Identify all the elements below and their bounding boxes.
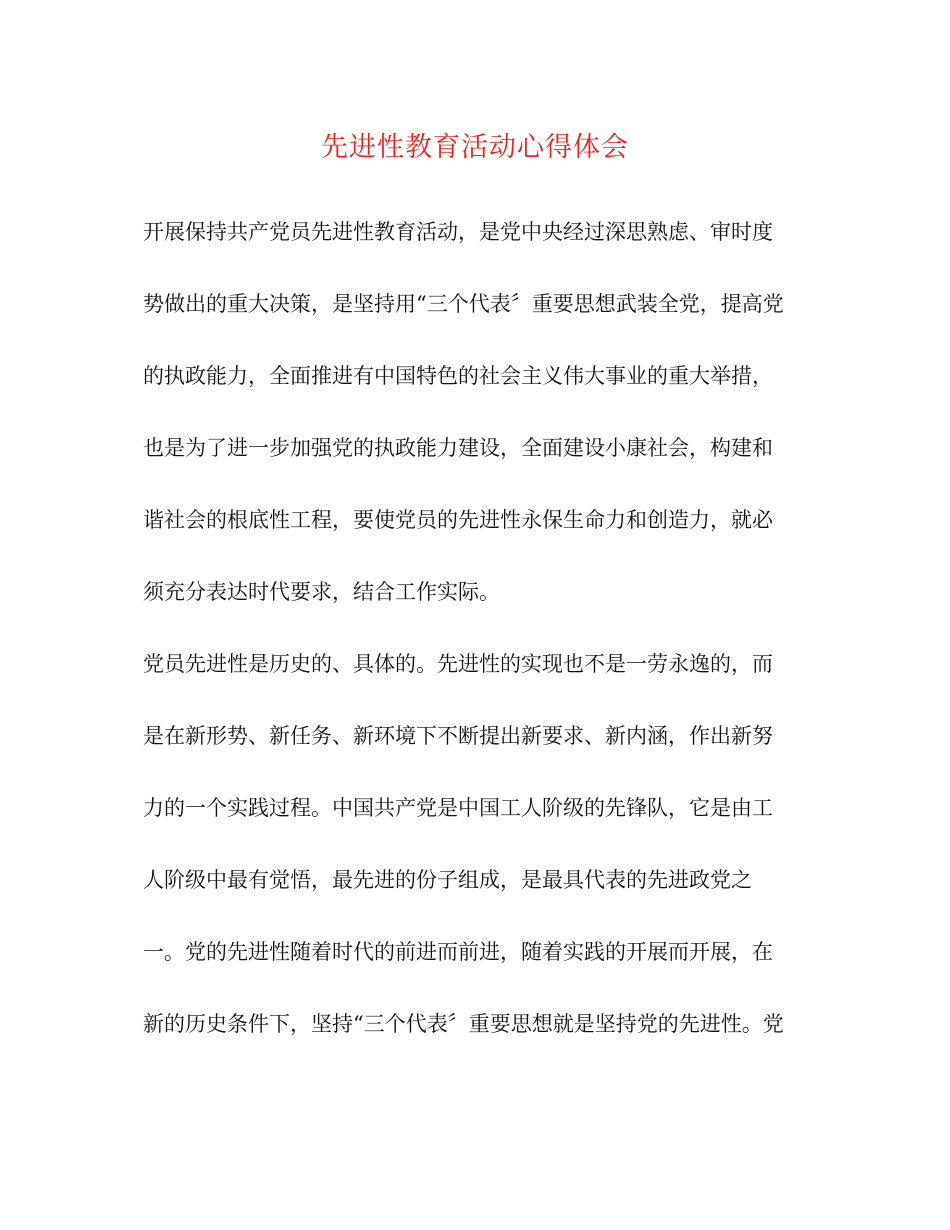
text-line: 是在新形势、新任务、新环境下不断提出新要求、新内涵，作出新努 (143, 724, 773, 748)
text-line: 势做出的重大决策，是坚持用“三个代表〞重要思想武装全党，提高党 (143, 292, 784, 316)
document-body (143, 214, 823, 1078)
document-title: 先进性教育活动心得体会 (321, 132, 629, 163)
text-line: 须充分表达时代要求，结合工作实际。 (143, 580, 500, 604)
text-line: 党员先进性是历史的、具体的。先进性的实现也不是一劳永逸的，而 (143, 652, 773, 676)
text-line: 的执政能力，全面推进有中国特色的社会主义伟大事业的重大举措， (143, 364, 773, 388)
text-line: 新的历史条件下，坚持“三个代表〞重要思想就是坚持党的先进性。党 (143, 1012, 784, 1036)
text-line: 一。党的先进性随着时代的前进而前进，随着实践的开展而开展，在 (143, 940, 773, 964)
text-line: 力的一个实践过程。中国共产党是中国工人阶级的先锋队，它是由工 (143, 796, 773, 820)
text-line: 谐社会的根底性工程，要使党员的先进性永保生命力和创造力，就必 (143, 508, 773, 532)
text-line: 人阶级中最有觉悟，最先进的份子组成，是最具代表的先进政党之 (143, 868, 752, 892)
text-line: 也是为了进一步加强党的执政能力建设，全面建设小康社会，构建和 (143, 436, 773, 460)
text-line: 开展保持共产党员先进性教育活动，是党中央经过深思熟虑、审时度 (143, 220, 773, 244)
